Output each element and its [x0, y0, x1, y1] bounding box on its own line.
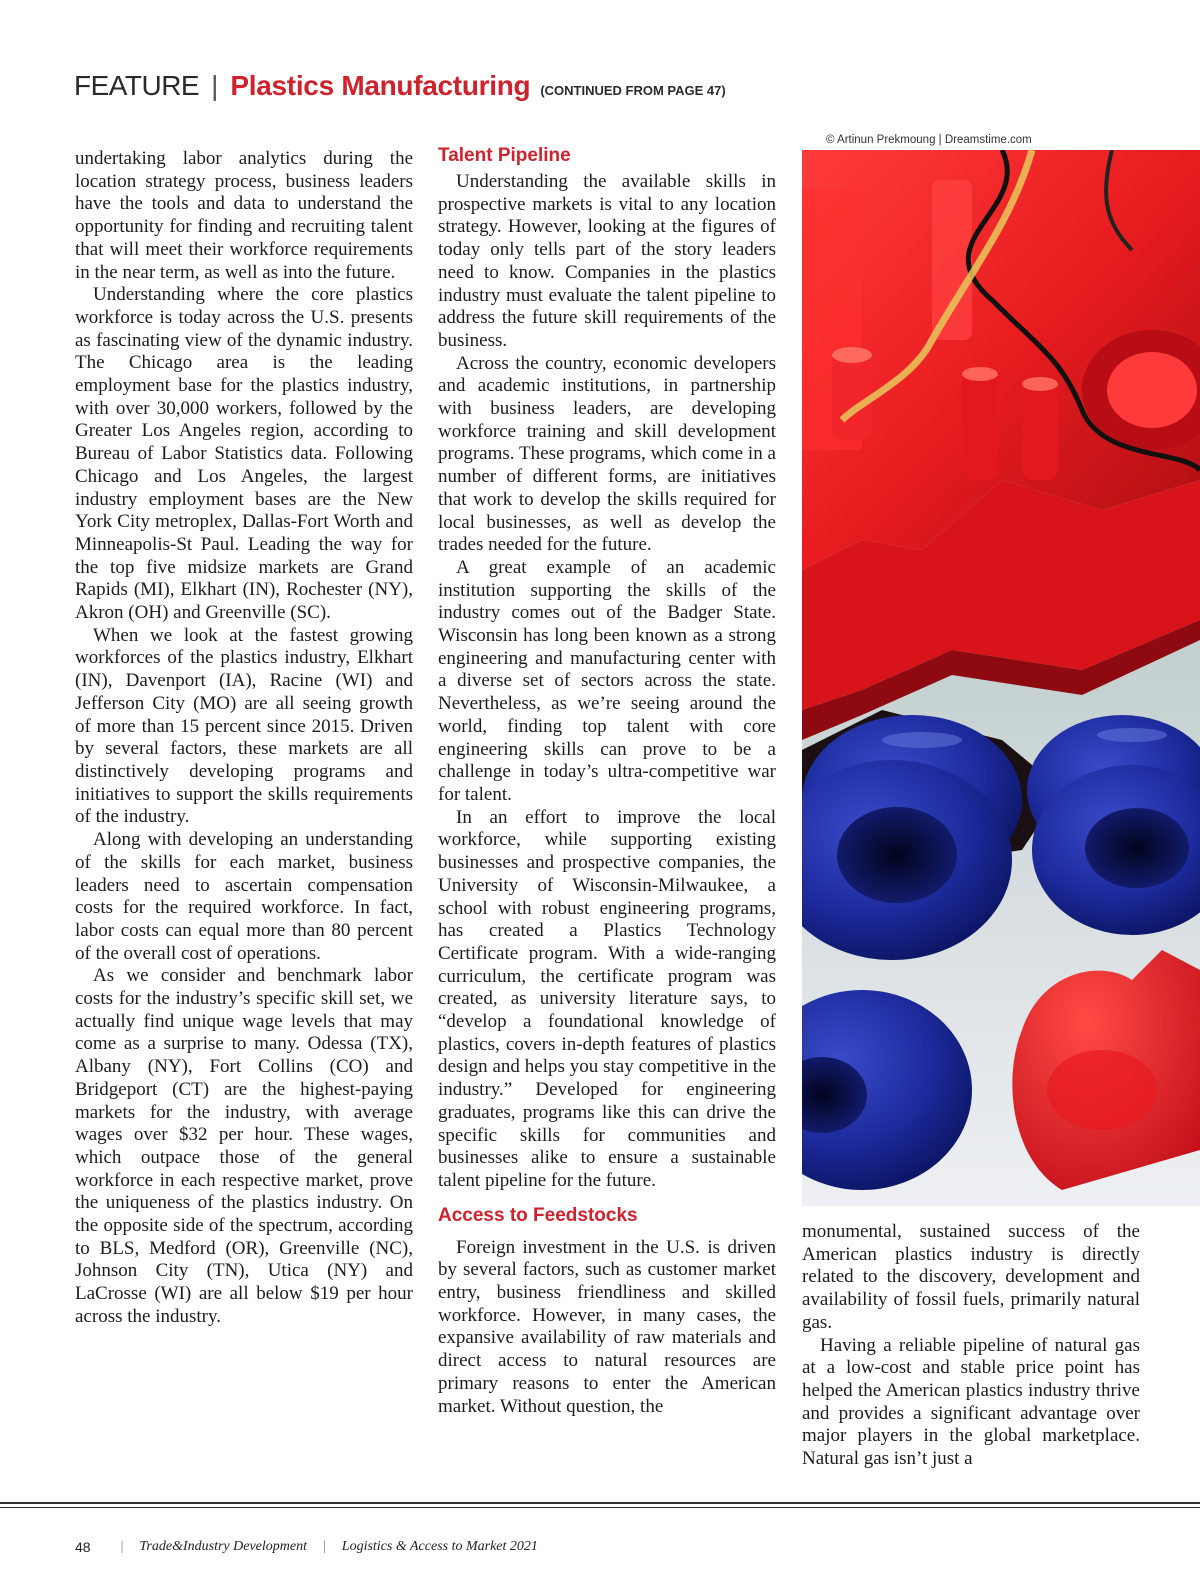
subhead-access-to-feedstocks: Access to Feedstocks: [438, 1204, 638, 1226]
article-title: Plastics Manufacturing: [230, 70, 531, 101]
publication-name: Trade&Industry Development: [139, 1539, 307, 1554]
footer-rule: [0, 1502, 1200, 1504]
column-1: [75, 148, 413, 1329]
plastic-parts-photo: [802, 150, 1200, 1206]
section-label: FEATURE: [74, 70, 200, 101]
column-3: [802, 1221, 1140, 1471]
paragraph: Understanding the available skills in prospective markets is vital to any location strategy. However, looking at the figures of today only tells part of the story leaders need to know. Companies in the plastics industry must evaluate the talent pipeline to address the future skill requirements of the business.: [438, 171, 776, 351]
footer-rule: [0, 1507, 1200, 1508]
subhead-talent-pipeline: Talent Pipeline: [438, 145, 571, 166]
header-divider: |: [211, 70, 219, 101]
column-2: [438, 145, 776, 1418]
page-number: 48: [75, 1539, 91, 1555]
paragraph: undertaking labor analytics during the location strategy process, business leaders have the tools and data to understand the opportunity for finding and recruiting talent that will meet their workforce requirements in the near term, as well as into the future.: [75, 148, 413, 283]
paragraph: Along with developing an understanding of the skills for each market, business leaders need to ascertain compensation costs for the required workforce. In fact, labor costs can equal more than 80 percent of the overall cost of operations.: [75, 829, 413, 964]
footer-divider: |: [120, 1539, 124, 1554]
paragraph: In an effort to improve the local workforce, while supporting existing businesses and prospective companies, the University of Wisconsin-Milwaukee, a school with robust engineering programs, has created a Plastics Technology Certificate program. With a wide-ranging curriculum, the certificate program was created, as university literature says, to “develop a foundational knowledge of plastics, covers in-depth features of plastics design and helps you stay competitive in the industry.” Developed for engineering graduates, programs like this can drive the specific skills for communities and businesses alike to ensure a sustainable talent pipeline for the future.: [438, 806, 776, 1191]
photo-illustration: [802, 150, 1200, 1206]
paragraph: Having a reliable pipeline of natural gas at a low-cost and stable price point has helped the American plastics industry thrive and provides a significant advantage over major players in the global marketplace. Natural gas isn’t just a: [802, 1334, 1140, 1470]
paragraph: A great example of an academic institution supporting the skills of the industry comes out of the Badger State. Wisconsin has long been known as a strong engineering and manufacturing center with a diverse set of sectors across the state. Nevertheless, as we’re seeing around the world, finding top talent with core engineering skills can prove to be a challenge in today’s ultra-competitive war for talent.: [438, 556, 776, 805]
paragraph: Across the country, economic developers and academic institutions, in partnership with business leaders, are developing workforce training and skill development programs. These programs, which come in a number of different forms, are initiatives that work to develop the skills required for local businesses, as well as develop the trades needed for the future.: [438, 352, 776, 556]
spacer: [438, 1193, 776, 1205]
footer-divider: |: [322, 1539, 326, 1554]
page-footer: [75, 1539, 538, 1555]
paragraph: When we look at the fastest growing workforces of the plastics industry, Elkhart (IN), Davenport (IA), Racine (WI) and Jefferson City (MO) are all seeing growth of more than 15 percent since 2015. Driven by several factors, these markets are all distinctively developing programs and initiatives to support the skills requirements of the industry.: [75, 624, 413, 828]
paragraph: Understanding where the core plastics workforce is today across the U.S. presents as fascinating view of the dynamic industry. The Chicago area is the leading employment base for the plastics industry, with over 30,000 workers, followed by the Greater Los Angeles region, according to Bureau of Labor Statistics data. Following Chicago and Los Angeles, the largest industry employment bases are the New York City metroplex, Dallas-Fort Worth and Minneapolis-St Paul. Leading the way for the top five midsize markets are Grand Rapids (MI), Elkhart (IN), Rochester (NY), Akron (OH) and Greenville (SC).: [75, 284, 413, 624]
continued-note: (CONTINUED FROM PAGE 47): [540, 83, 726, 98]
paragraph: As we consider and benchmark labor costs for the industry’s specific skill set, we actually find unique wage levels that may come as a surprise to many. Odessa (TX), Albany (NY), Fort Collins (CO) and Bridgeport (CT) are the highest-paying markets for the industry, with average wages over $32 per hour. These wages, which outpace those of the general workforce in each respective market, prove the uniqueness of the plastics industry. On the opposite side of the spectrum, according to BLS, Medford (OR), Greenville (NC), Johnson City (TN), Utica (NY) and LaCrosse (WI) are all below $19 per hour across the industry.: [75, 965, 413, 1327]
photo-credit: © Artinun Prekmoung | Dreamstime.com: [826, 134, 1032, 146]
issue-name: Logistics & Access to Market 2021: [341, 1539, 538, 1554]
paragraph: monumental, sustained success of the American plastics industry is directly related to the discovery, development and availability of fossil fuels, primarily natural gas.: [802, 1221, 1140, 1333]
page-header: [74, 70, 726, 106]
paragraph: Foreign investment in the U.S. is driven by several factors, such as customer market entry, business friendliness and skilled workforce. However, in many cases, the expansive availability of raw materials and direct access to natural resources are primary reasons to enter the American market. Without question, the: [438, 1236, 776, 1417]
